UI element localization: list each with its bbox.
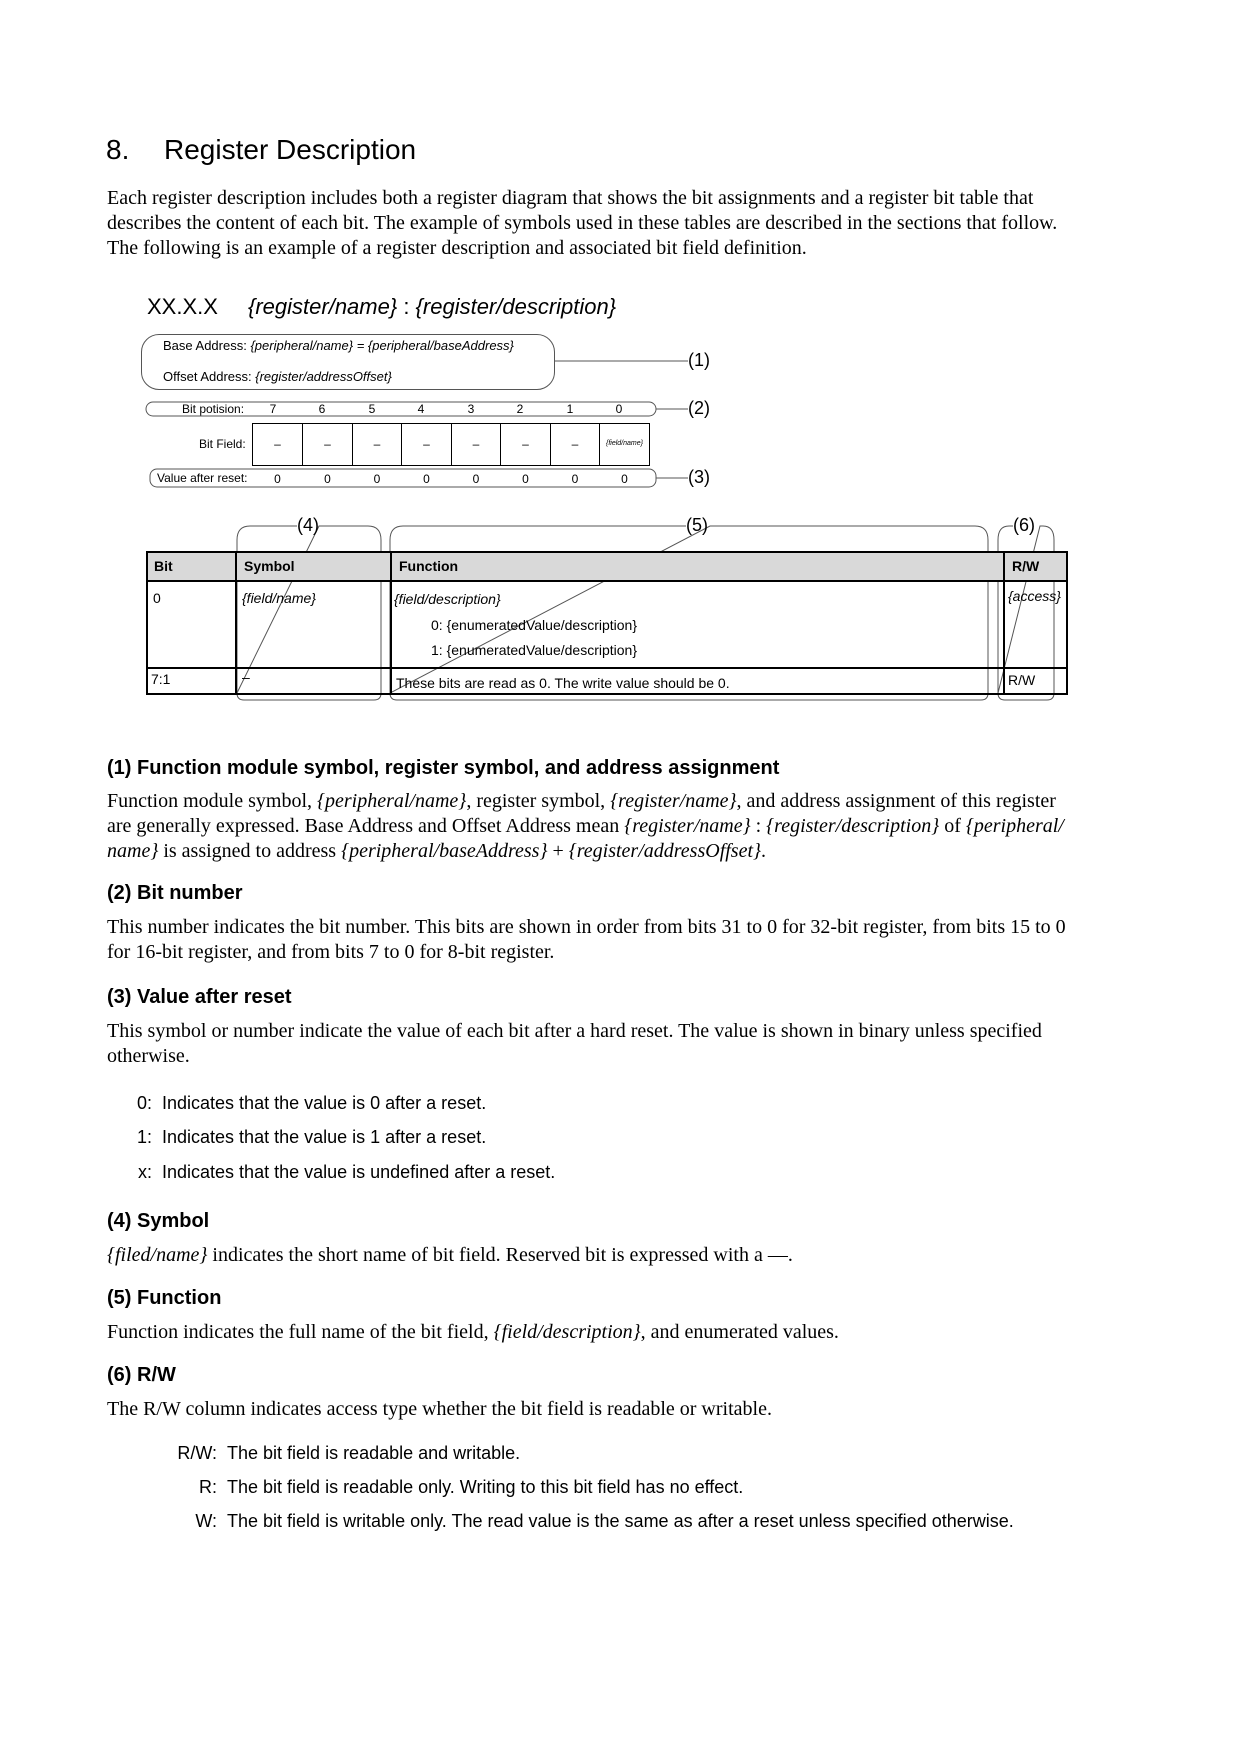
base-address-value: {peripheral/name} = {peripheral/baseAddress} [250, 338, 514, 353]
list-text: Indicates that the value is 1 after a reset. [162, 1127, 487, 1147]
text: indicates the short name of bit field. Reserved bit is expressed with a —. [207, 1244, 793, 1266]
paragraph-4 [107, 1243, 1137, 1268]
paragraph-3-line: This symbol or number indicate the value of each bit after a hard reset. The value is shown in binary unless specified [107, 1020, 1042, 1042]
text: is assigned to address [158, 840, 342, 862]
table-divider [1003, 551, 1005, 695]
paragraph-5-line [107, 1320, 1137, 1345]
reset-value: 0 [274, 472, 281, 486]
text: {register/name} [624, 815, 751, 837]
header-function: Function [399, 558, 459, 574]
header-symbol: Symbol [244, 558, 295, 574]
text: + [547, 840, 569, 862]
header-bit: Bit [154, 558, 173, 574]
text: {peripheral/baseAddress} [341, 840, 548, 862]
paragraph-2 [107, 915, 1137, 965]
row2-function: These bits are read as 0. The write value should be 0. [396, 675, 730, 691]
text: , register symbol, [466, 790, 611, 812]
heading-5: (5) Function [107, 1287, 222, 1309]
bit-position: 2 [516, 402, 524, 416]
text: : [750, 815, 767, 837]
heading-3: (3) Value after reset [107, 986, 292, 1008]
bit-field-value: – [423, 437, 430, 451]
reset-value: 0 [621, 472, 628, 486]
paragraph-6-line: The R/W column indicates access type whether the bit field is readable or writable. [107, 1398, 772, 1420]
reset-value: 0 [423, 472, 430, 486]
list-text: Indicates that the value is 0 after a reset. [162, 1093, 487, 1113]
register-number: XX.X.X [147, 294, 218, 319]
list-key: W: [195, 1511, 217, 1531]
paragraph-1 [107, 789, 1137, 864]
bit-position: 0 [615, 402, 623, 416]
table-row-divider [146, 667, 1068, 669]
callout-1: (1) [688, 350, 710, 370]
list-key: 1: [136, 1127, 152, 1147]
bit-position: 1 [566, 402, 574, 416]
text: {field/description} [493, 1321, 641, 1343]
reset-value: 0 [373, 472, 381, 486]
section-number: 8. [106, 134, 130, 165]
text: name} [107, 840, 159, 862]
list-key: R/W: [177, 1443, 217, 1463]
table-divider [235, 551, 237, 695]
row2-bit: 7:1 [151, 671, 171, 687]
paragraph-2-line: This number indicates the bit number. This bits are shown in order from bits 31 to 0 for 32-bit register, from bits 15 to 0 [107, 916, 1066, 938]
bit-field-value: – [472, 437, 480, 451]
row2-symbol: – [242, 669, 250, 685]
reset-value: 0 [522, 472, 529, 486]
paragraph-6 [107, 1397, 1137, 1422]
paragraph-5 [107, 1320, 1137, 1345]
callout-3: (3) [688, 467, 710, 487]
list-item [130, 1162, 555, 1183]
paragraph-3-line: otherwise. [107, 1045, 190, 1067]
page-title: Register Description [164, 134, 417, 165]
table-divider [390, 551, 392, 695]
heading-6: (6) R/W [107, 1364, 176, 1386]
intro-line: Each register description includes both a register diagram that shows the bit assignments and a register bit table that [107, 187, 1034, 209]
bit-field-value: – [522, 437, 529, 451]
bit-field-value: – [373, 437, 381, 451]
register-description: {register/description} [415, 294, 617, 319]
text: {register/addressOffset} [568, 840, 762, 862]
row1-enum-0: 0: {enumeratedValue/description} [431, 617, 637, 633]
paragraph-3 [107, 1019, 1137, 1069]
text: , and enumerated values. [640, 1321, 839, 1343]
text: {peripheral/ [965, 815, 1064, 837]
text: {register/name} [610, 790, 737, 812]
callout-6: (6) [1013, 515, 1035, 535]
callout-4: (4) [297, 515, 319, 535]
list-text: The bit field is readable only. Writing to this bit field has no effect. [227, 1477, 744, 1497]
callout-2: (2) [688, 398, 710, 418]
text: are generally expressed. Base Address and Offset Address mean [107, 815, 625, 837]
row1-function: {field/description} [394, 591, 501, 607]
list-text: The bit field is readable and writable. [227, 1443, 521, 1463]
paragraph-4-line [107, 1243, 1137, 1268]
heading-2: (2) Bit number [107, 882, 243, 904]
list-item [130, 1093, 486, 1114]
text: {register/description} [766, 815, 940, 837]
list-item [130, 1127, 486, 1148]
row2-rw: R/W [1008, 672, 1036, 688]
list-item [168, 1511, 1014, 1532]
text: Function indicates the full name of the bit field, [107, 1321, 494, 1343]
bit-position-label: Bit potision: [182, 402, 245, 416]
row1-symbol: {field/name} [242, 590, 316, 606]
intro-line: describes the content of each bit. The example of symbols used in these tables are described in the sections that follow. [107, 212, 1058, 234]
base-address-label: Base Address: [163, 338, 251, 353]
paragraph-1-line [107, 789, 1137, 814]
list-text: Indicates that the value is undefined after a reset. [162, 1162, 556, 1182]
list-key: 0: [136, 1093, 152, 1113]
bit-field-label: Bit Field: [199, 437, 246, 451]
heading-1: (1) Function module symbol, register symbol, and address assignment [107, 757, 780, 779]
bit-position: 4 [417, 402, 425, 416]
text: Function module symbol, [107, 790, 317, 812]
list-item [168, 1477, 743, 1498]
heading-4: (4) Symbol [107, 1210, 210, 1232]
row1-enum-1: 1: {enumeratedValue/description} [431, 642, 637, 658]
paragraph-2-line: for 16-bit register, and from bits 7 to 0 for 8-bit register. [107, 941, 555, 963]
bit-position: 3 [467, 402, 475, 416]
header-rw: R/W [1012, 558, 1040, 574]
list-item [168, 1443, 520, 1464]
paragraph-1-line [107, 814, 1137, 839]
offset-address-label: Offset Address: [163, 369, 256, 384]
text: of [939, 815, 966, 837]
bit-position: 6 [318, 402, 326, 416]
register-name: {register/name} [248, 294, 398, 319]
reset-value: 0 [324, 472, 331, 486]
bit-field-value: – [571, 437, 579, 451]
list-key: R: [199, 1477, 217, 1497]
bit-field-value: {field/name} [606, 440, 643, 447]
text: , and address assignment of this register [736, 790, 1056, 812]
reset-value: 0 [472, 472, 480, 486]
reset-value: 0 [571, 472, 579, 486]
intro-line: The following is an example of a register description and associated bit field definition. [107, 237, 807, 259]
register-title-separator: : [397, 294, 416, 319]
row1-rw: {access} [1008, 588, 1061, 604]
bit-position: 7 [269, 402, 277, 416]
bit-field-value: – [324, 437, 331, 451]
text: {filed/name} [107, 1244, 208, 1266]
list-key: x: [137, 1162, 152, 1182]
callout-5: (5) [686, 515, 708, 535]
offset-address-value: {register/addressOffset} [255, 369, 392, 384]
paragraph-1-line [107, 839, 1137, 864]
bit-position: 5 [368, 402, 376, 416]
text: {peripheral/name} [317, 790, 467, 812]
reset-label: Value after reset: [157, 471, 248, 485]
list-text: The bit field is writable only. The read value is the same as after a reset unless specified otherwise. [227, 1511, 1014, 1531]
text: . [761, 840, 767, 862]
bit-field-value: – [274, 437, 281, 451]
row1-bit: 0 [153, 590, 161, 606]
